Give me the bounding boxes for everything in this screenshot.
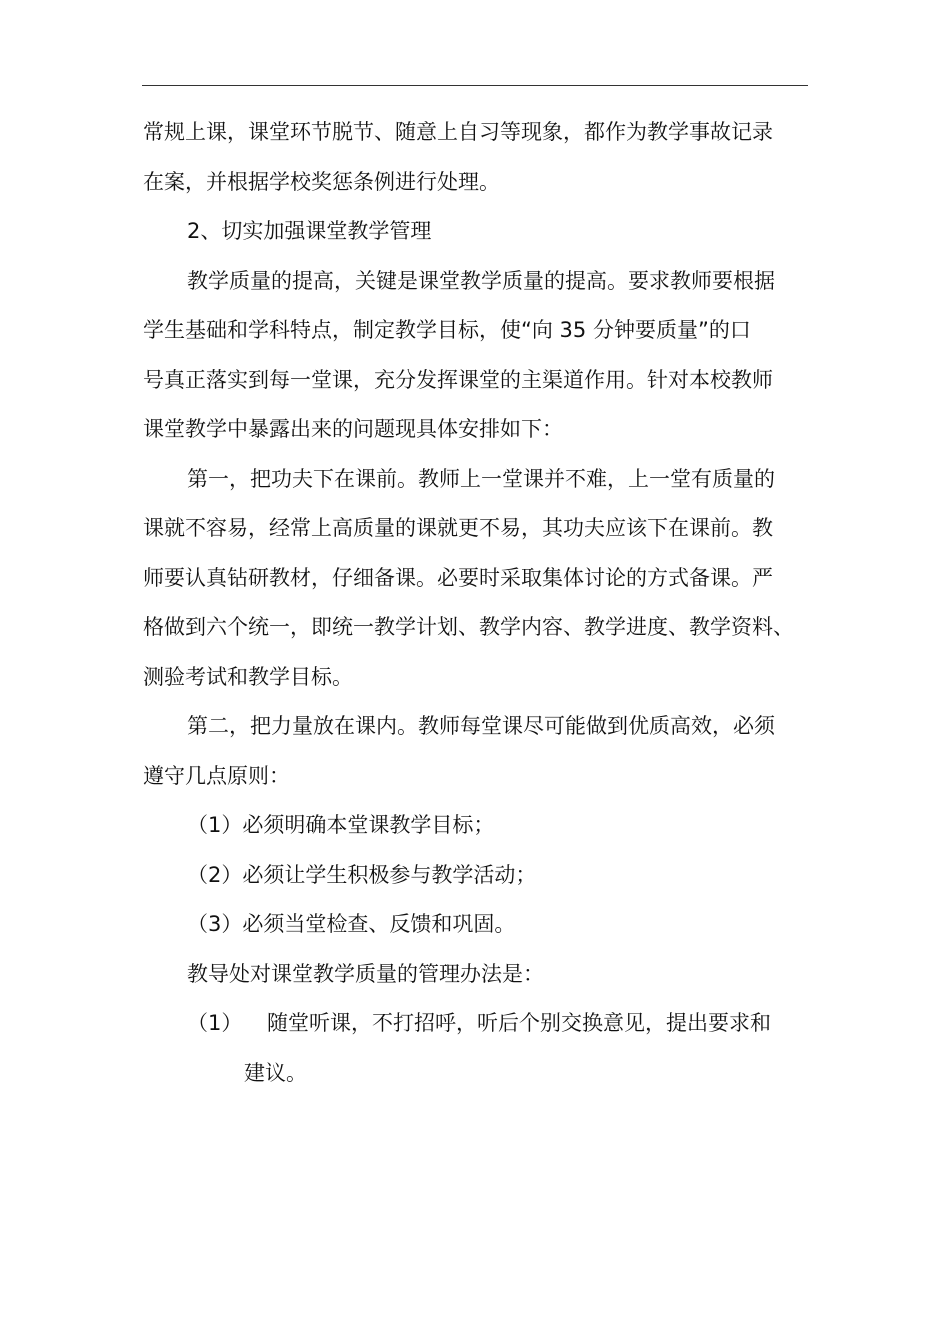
item-text-continuation: 建议。: [244, 1060, 307, 1085]
paragraph-line: 第二，把力量放在课内。教师每堂课尽可能做到优质高效，必须: [187, 714, 775, 738]
list-item: （3）必须当堂检查、反馈和巩固。: [187, 912, 516, 936]
paragraph-line: 遵守几点原则：: [143, 763, 290, 788]
paragraph-line: 第一，把功夫下在课前。教师上一堂课并不难，上一堂有质量的: [187, 466, 775, 491]
paragraph-line: 测验考试和教学目标。: [143, 664, 353, 689]
numbered-item: [143, 999, 811, 1049]
paragraph-line: 教导处对课堂教学质量的管理办法是：: [187, 961, 544, 986]
paragraph-line: 号真正落实到每一堂课，充分发挥课堂的主渠道作用。针对本校教师: [143, 367, 773, 392]
paragraph-line: 师要认真钻研教材，仔细备课。必要时采取集体讨论的方式备课。严: [143, 565, 773, 590]
paragraph-line: 学生基础和学科特点，制定教学目标，使“向 35 分钟要质量”的口: [143, 318, 751, 342]
paragraph-line: 在案，并根据学校奖惩条例进行处理。: [143, 169, 500, 194]
paragraph-line: 课堂教学中暴露出来的问题现具体安排如下：: [143, 417, 563, 441]
paragraph-line: 教学质量的提高，关键是课堂教学质量的提高。要求教师要根据: [187, 268, 775, 293]
item-number: （1）: [187, 1011, 243, 1035]
header-rule: [142, 85, 808, 86]
list-item: （1）必须明确本堂课教学目标；: [187, 813, 495, 837]
document-body: [143, 108, 811, 1098]
section-heading: 2、切实加强课堂教学管理: [187, 219, 432, 243]
paragraph-line: 常规上课，课堂环节脱节、随意上自习等现象，都作为教学事故记录: [143, 120, 773, 144]
paragraph-line: 课就不容易，经常上高质量的课就更不易，其功夫应该下在课前。教: [143, 516, 773, 540]
item-text: 随堂听课，不打招呼，听后个别交换意见，提出要求和: [267, 1011, 771, 1035]
list-item: （2）必须让学生积极参与教学活动；: [187, 862, 537, 887]
paragraph-line: 格做到六个统一，即统一教学计划、教学内容、教学进度、教学资料、: [143, 615, 794, 639]
